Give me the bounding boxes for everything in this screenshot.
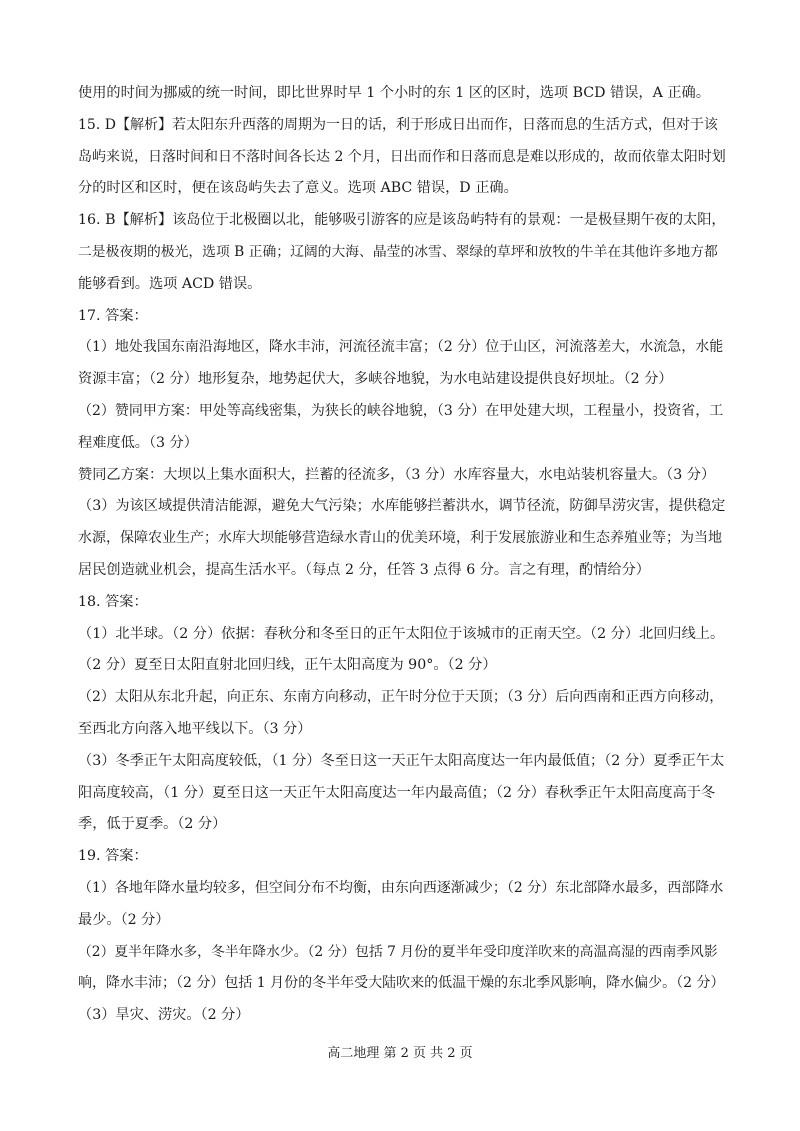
text-line: 16. B【解析】该岛位于北极圈以北，能够吸引游客的应是该岛屿特有的景观：一是极昼期午夜的太阳， [78, 212, 726, 229]
text-line: 居民创造就业机会，提高生活水平。（每点 2 分，任答 3 点得 6 分。言之有理，酌情给分） [78, 561, 650, 578]
text-line: 分的时区和区时，便在该岛屿失去了意义。选项 ABC 错误，D 正确。 [78, 180, 518, 197]
text-line: 18. 答案： [78, 593, 148, 610]
text-line: 响，降水丰沛；（2 分）包括 1 月份的冬半年受大陆吹来的低温干燥的东北季风影响，降水偏少。（2 分） [78, 975, 725, 992]
text-line: （2）赞同甲方案：甲处等高线密集，为狭长的峡谷地貌，（3 分）在甲处建大坝，工程量小，投资省，工 [78, 402, 724, 419]
text-line: 最少。（2 分） [78, 911, 170, 928]
text-line: （2）夏半年降水多，冬半年降水少。（2 分）包括 7 月份的夏半年受印度洋吹来的高温高湿的西南季风影 [78, 943, 718, 960]
text-line: 赞同乙方案：大坝以上集水面积大，拦蓄的径流多，（3 分）水库容量大，水电站装机容量大。（3 分） [78, 466, 716, 483]
text-line: 程难度低。（3 分） [78, 434, 198, 451]
text-line: （1）地处我国东南沿海地区，降水丰沛，河流径流丰富；（2 分）位于山区，河流落差大，水流急，水能 [78, 339, 724, 356]
text-line: （3）旱灾、涝灾。（2 分） [78, 1007, 250, 1024]
text-line: （2 分）夏至日太阳直射北回归线，正午太阳高度为 90°。（2 分） [78, 657, 497, 674]
text-line: （3）冬季正午太阳高度较低，（1 分）冬至日这一天正午太阳高度达一年内最低值；（2 分）夏季正午太 [78, 752, 725, 769]
text-line: （2）太阳从东北升起，向正东、东南方向移动，正午时分位于天顶；（3 分）后向西南和正西方向移动， [78, 689, 724, 706]
text-line: （1）各地年降水量均较多，但空间分布不均衡，由东向西逐渐减少；（2 分）东北部降水最多，西部降水 [78, 879, 724, 896]
page-footer: 高二地理 第 2 页 共 2 页 [327, 1046, 473, 1061]
text-line: 能够看到。选项 ACD 错误。 [78, 275, 262, 292]
answer-text [78, 78, 726, 1032]
text-line: 19. 答案： [78, 848, 148, 865]
text-line: 阳高度较高，（1 分）夏至日这一天正午太阳高度达一年内最高值；（2 分）春秋季正午太阳高度高于冬 [78, 784, 716, 801]
text-line: 15. D【解析】若太阳东升西落的周期为一日的话，利于形成日出而作，日落而息的生活方式，但对于该 [78, 116, 718, 133]
text-line: 岛屿来说，日落时间和日不落时间各长达 2 个月，日出而作和日落而息是难以形成的，故而依靠太阳时划 [78, 148, 726, 165]
text-line: 至西北方向落入地平线以下。（3 分） [78, 720, 312, 737]
text-line: 水源，保障农业生产；水库大坝能够营造绿水青山的优美环境，利于发展旅游业和生态养殖业等；为当地 [78, 530, 722, 547]
text-line: 二是极夜期的极光，选项 B 正确；辽阔的大海、晶莹的冰雪、翠绿的草坪和放牧的牛羊在其他许多地方都 [78, 243, 718, 260]
text-line: 季，低于夏季。（2 分） [78, 816, 227, 833]
text-line: 17. 答案： [78, 307, 148, 324]
text-line: （1）北半球。（2 分）依据：春秋分和冬至日的正午太阳位于该城市的正南天空。（2 分）北回归线上。 [78, 625, 725, 642]
text-line: 资源丰富；（2 分）地形复杂，地势起伏大，多峡谷地貌，为水电站建设提供良好坝址。（2 分） [78, 371, 673, 388]
text-line: 使用的时间为挪威的统一时间，即比世界时早 1 个小时的东 1 区的区时，选项 BCD 错误，A 正确。 [78, 85, 710, 101]
text-line: （3）为该区域提供清洁能源，避免大气污染；水库能够拦蓄洪水，调节径流，防御旱涝灾害，提供稳定 [78, 498, 726, 515]
